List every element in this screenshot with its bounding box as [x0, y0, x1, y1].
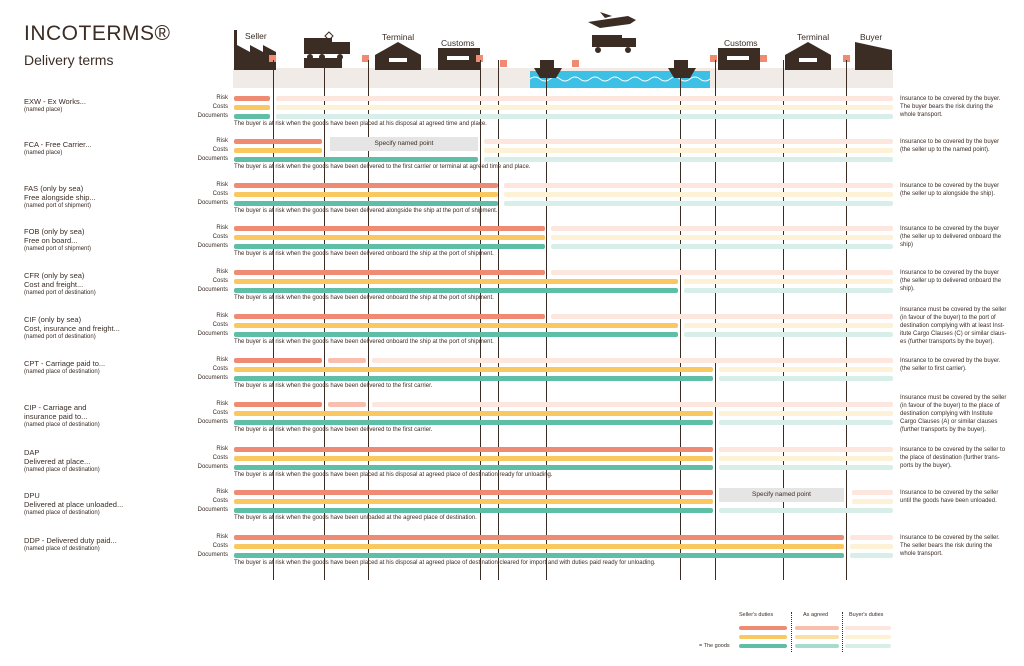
row-label-costs: Costs — [212, 234, 228, 240]
risk-description: The buyer is at risk when the goods have been delivered onboard the ship at the port of shipment. — [234, 251, 494, 257]
row-label-documents: Documents — [197, 243, 228, 249]
insurance-note — [900, 182, 1020, 198]
risk-bar — [850, 535, 893, 540]
documents-bar — [719, 508, 893, 513]
term-subtitle: Free alongside ship... — [24, 193, 96, 202]
risk-bar — [719, 447, 893, 452]
legend-seller-risk — [739, 626, 787, 630]
risk-bar — [372, 358, 893, 363]
insurance-line: Insurance must be covered by the seller — [900, 395, 1007, 401]
legend-agreed-docs — [795, 644, 839, 648]
risk-bar — [234, 314, 545, 319]
legend-divider — [791, 612, 792, 652]
term-place: (named port of destination) — [24, 290, 96, 296]
term-title: FOB (only by sea) — [24, 227, 85, 236]
insurance-note — [900, 306, 1020, 346]
warehouse-icon — [375, 42, 421, 70]
row-label-costs: Costs — [212, 498, 228, 504]
row-label-risk: Risk — [216, 182, 228, 188]
costs-bar — [504, 192, 893, 197]
risk-bar — [551, 314, 893, 319]
insurance-line: the place of destination (further trans- — [900, 455, 1000, 461]
term-subtitle: Cost and freight... — [24, 280, 84, 289]
transfer-markers — [269, 55, 850, 67]
documents-bar — [850, 553, 893, 558]
documents-bar — [234, 332, 678, 337]
insurance-line: Insurance to be covered by the buyer. — [900, 358, 1001, 364]
insurance-line: The buyer bears the risk during the — [900, 104, 994, 110]
risk-bar — [234, 535, 844, 540]
ship-icon — [668, 60, 696, 78]
risk-bar — [234, 226, 545, 231]
risk-bar — [276, 96, 893, 101]
row-label-documents: Documents — [197, 507, 228, 513]
term-name — [24, 140, 92, 158]
insurance-note — [900, 357, 1020, 373]
insurance-line: until the goods have been unloaded. — [900, 498, 997, 504]
costs-bar — [234, 279, 678, 284]
row-label-costs: Costs — [212, 322, 228, 328]
term-title: CIF (only by sea) — [24, 315, 82, 324]
row-label-documents: Documents — [197, 331, 228, 337]
insurance-line: Insurance to be covered by the seller. — [900, 535, 1000, 541]
insurance-line: The seller bears the risk during the — [900, 543, 993, 549]
insurance-line: (the seller up to the named point). — [900, 147, 990, 153]
scene-label-buyer: Buyer — [860, 32, 883, 42]
costs-bar — [484, 148, 893, 153]
legend-seller-docs — [739, 644, 787, 648]
costs-bar — [719, 411, 893, 416]
term-name — [24, 359, 105, 377]
risk-bar — [234, 270, 545, 275]
scene-label-customs: Customs — [724, 38, 758, 48]
row-label-costs: Costs — [212, 410, 228, 416]
term-title: FCA - Free Carrier... — [24, 140, 92, 149]
documents-bar — [234, 508, 713, 513]
documents-bar — [551, 244, 893, 249]
row-label-risk: Risk — [216, 138, 228, 144]
costs-bar — [551, 235, 893, 240]
term-subtitle: Delivered at place... — [24, 457, 91, 466]
costs-bar — [234, 544, 844, 549]
documents-bar — [234, 114, 270, 119]
term-subtitle: Cost, insurance and freight... — [24, 324, 120, 333]
insurance-line: (the seller up to delivered onboard the — [900, 278, 1002, 284]
risk-bar — [234, 183, 498, 188]
timeline-line — [715, 60, 716, 580]
costs-bar — [234, 323, 678, 328]
risk-description: The buyer is at risk when the goods have been delivered to the first carrier. — [234, 427, 433, 433]
costs-bar — [276, 105, 893, 110]
specify-named-point-box: Specify named point — [719, 488, 844, 502]
term-title: FAS (only by sea) — [24, 184, 84, 193]
insurance-line: Insurance to be covered by the buyer — [900, 183, 1000, 189]
insurance-line: whole transport. — [900, 551, 943, 557]
term-title: EXW - Ex Works... — [24, 97, 86, 106]
legend-buyer-costs — [845, 635, 891, 639]
row-label-risk: Risk — [216, 269, 228, 275]
legend-buyer-docs — [845, 644, 891, 648]
term-name — [24, 227, 91, 254]
legend-agreed: As agreed — [803, 612, 829, 618]
risk-bar — [328, 402, 366, 407]
insurance-note — [900, 489, 1020, 505]
scene-label-seller: Seller — [245, 31, 267, 41]
documents-bar — [234, 288, 678, 293]
truck-icon — [592, 35, 636, 53]
term-title: CIP - Carriage and — [24, 403, 87, 412]
insurance-note — [900, 138, 1020, 154]
specify-named-point-box: Specify named point — [330, 137, 478, 151]
term-place: (named port of destination) — [24, 334, 96, 340]
documents-bar — [234, 157, 478, 162]
scene-label-customs: Customs — [441, 38, 475, 48]
risk-description: The buyer is at risk when the goods have been delivered onboard the ship at the port of shipment. — [234, 339, 494, 345]
buyer-building-icon — [855, 42, 892, 70]
costs-bar — [234, 105, 270, 110]
row-label-costs: Costs — [212, 191, 228, 197]
term-name — [24, 97, 86, 115]
legend-divider — [842, 612, 843, 652]
risk-description: The buyer is at risk when the goods have been delivered to the first carrier or terminal at agreed time and place. — [234, 164, 531, 170]
term-title: CFR (only by sea) — [24, 271, 85, 280]
costs-bar — [850, 544, 893, 549]
warehouse-icon — [785, 42, 831, 70]
risk-bar — [484, 139, 893, 144]
documents-bar — [504, 201, 893, 206]
row-label-documents: Documents — [197, 156, 228, 162]
risk-bar — [852, 490, 893, 495]
documents-bar — [234, 201, 498, 206]
term-title: DDP - Delivered duty paid... — [24, 536, 117, 545]
term-name — [24, 448, 100, 475]
insurance-note — [900, 225, 1020, 249]
insurance-note — [900, 95, 1020, 119]
term-subtitle: Free on board... — [24, 236, 78, 245]
page-subtitle: Delivery terms — [24, 52, 114, 68]
row-label-risk: Risk — [216, 357, 228, 363]
risk-bar — [234, 447, 713, 452]
term-place: (named port of shipment) — [24, 246, 92, 252]
insurance-line: Insurance to be covered by the seller — [900, 490, 999, 496]
documents-bar — [684, 332, 893, 337]
truck-icon — [304, 58, 342, 68]
documents-bar — [276, 114, 893, 119]
row-label-documents: Documents — [197, 287, 228, 293]
legend-agreed-costs — [795, 635, 839, 639]
row-label-costs: Costs — [212, 278, 228, 284]
airplane-icon — [588, 12, 636, 28]
insurance-line: Insurance to be covered by the seller to — [900, 447, 1006, 453]
ship-icon — [534, 60, 562, 78]
costs-bar — [719, 456, 893, 461]
row-label-documents: Documents — [197, 419, 228, 425]
risk-description: The buyer is at risk when the goods have been placed at his disposal at agreed place of destination cleared for import and with duties paid ready for unloading. — [234, 560, 656, 566]
term-title: CPT - Carriage paid to... — [24, 359, 106, 368]
risk-description: The buyer is at risk when the goods have been unloaded at the agreed place of destination. — [234, 515, 477, 521]
insurance-line: (the seller up to delivered onboard the — [900, 234, 1002, 240]
term-place: (named port of shipment) — [24, 203, 92, 209]
risk-description: The buyer is at risk when the goods have been delivered alongside the ship at the port of shipment. — [234, 208, 498, 214]
row-label-risk: Risk — [216, 534, 228, 540]
term-place: (named place of destination) — [24, 510, 100, 516]
truck-icon — [304, 32, 350, 60]
legend-buyer-risk — [845, 626, 891, 630]
insurance-line: (the seller to first carrier). — [900, 366, 967, 372]
risk-bar — [551, 226, 893, 231]
legend-seller-costs — [739, 635, 787, 639]
term-title: DPU — [24, 491, 40, 500]
row-label-costs: Costs — [212, 147, 228, 153]
page-title: INCOTERMS® — [24, 22, 171, 45]
legend-goods: = The goods — [699, 643, 730, 649]
risk-bar — [328, 358, 366, 363]
risk-bar — [234, 96, 270, 101]
costs-bar — [234, 235, 545, 240]
legend-buyers: Buyer's duties — [849, 612, 884, 618]
documents-bar — [719, 420, 893, 425]
insurance-line: Insurance to be covered by the buyer — [900, 226, 1000, 232]
insurance-line: es (further transports by the buyer). — [900, 339, 995, 345]
legend — [699, 612, 895, 656]
term-name — [24, 271, 96, 298]
term-name — [24, 491, 123, 518]
row-label-risk: Risk — [216, 401, 228, 407]
costs-bar — [234, 499, 713, 504]
row-label-risk: Risk — [216, 95, 228, 101]
term-name — [24, 536, 117, 554]
insurance-line: Insurance to be covered by the buyer — [900, 139, 1000, 145]
documents-bar — [484, 157, 893, 162]
term-place: (named place) — [24, 107, 63, 113]
row-label-costs: Costs — [212, 543, 228, 549]
risk-bar — [234, 490, 713, 495]
costs-bar — [234, 148, 322, 153]
risk-bar — [504, 183, 893, 188]
row-label-risk: Risk — [216, 225, 228, 231]
term-subtitle: insurance paid to... — [24, 412, 88, 421]
insurance-line: (in favour of the buyer) to the place of — [900, 403, 1000, 409]
customs-building-icon — [718, 48, 760, 70]
row-label-risk: Risk — [216, 489, 228, 495]
row-label-costs: Costs — [212, 104, 228, 110]
costs-bar — [234, 367, 713, 372]
risk-bar — [372, 402, 893, 407]
customs-building-icon — [438, 48, 480, 70]
documents-bar — [719, 465, 893, 470]
costs-bar — [719, 367, 893, 372]
insurance-line: Cargo Clauses (A) or similar clauses — [900, 419, 998, 425]
costs-bar — [234, 456, 713, 461]
row-label-costs: Costs — [212, 455, 228, 461]
term-title: DAP — [24, 448, 40, 457]
insurance-line: whole transport. — [900, 112, 943, 118]
documents-bar — [684, 288, 893, 293]
costs-bar — [234, 192, 498, 197]
term-name — [24, 315, 120, 342]
row-label-documents: Documents — [197, 464, 228, 470]
risk-bar — [234, 358, 322, 363]
scene-label-terminal: Terminal — [382, 32, 415, 42]
insurance-note — [900, 534, 1020, 558]
risk-description: The buyer is at risk when the goods have been delivered onboard the ship at the port of shipment. — [234, 295, 494, 301]
row-label-documents: Documents — [197, 375, 228, 381]
insurance-line: (in favour of the buyer) to the port of — [900, 315, 996, 321]
costs-bar — [684, 323, 893, 328]
row-label-documents: Documents — [197, 113, 228, 119]
legend-sellers: Seller's duties — [739, 612, 774, 618]
timeline-line — [783, 60, 784, 580]
costs-bar — [684, 279, 893, 284]
term-place: (named place of destination) — [24, 546, 100, 552]
row-label-documents: Documents — [197, 200, 228, 206]
insurance-line: ship) — [900, 242, 914, 248]
documents-bar — [719, 376, 893, 381]
documents-bar — [234, 420, 713, 425]
term-subtitle: Delivered at place unloaded... — [24, 500, 124, 509]
insurance-line: Insurance must be covered by the seller — [900, 307, 1007, 313]
insurance-line: destination complying with Institute — [900, 411, 993, 417]
insurance-line: Insurance to be covered by the buyer — [900, 270, 1000, 276]
documents-bar — [234, 465, 713, 470]
risk-bar — [234, 402, 322, 407]
term-name — [24, 403, 100, 430]
insurance-note — [900, 269, 1020, 293]
legend-agreed-risk — [795, 626, 839, 630]
documents-bar — [234, 553, 844, 558]
term-name — [24, 184, 96, 211]
row-label-risk: Risk — [216, 446, 228, 452]
scene-label-terminal: Terminal — [797, 32, 830, 42]
risk-description: The buyer is at risk when the goods have been placed at his disposal at agreed time and place. — [234, 121, 487, 127]
term-place: (named place of destination) — [24, 369, 100, 375]
row-label-risk: Risk — [216, 313, 228, 319]
insurance-note — [900, 446, 1020, 470]
insurance-line: ship). — [900, 286, 915, 292]
risk-bar — [551, 270, 893, 275]
insurance-line: destination complying with at least Inst- — [900, 323, 1005, 329]
term-place: (named place of destination) — [24, 422, 100, 428]
insurance-note — [900, 394, 1020, 434]
timeline-line — [846, 60, 847, 580]
insurance-line: (the seller up to alongside the ship). — [900, 191, 996, 197]
insurance-line: ports by the buyer). — [900, 463, 952, 469]
row-label-costs: Costs — [212, 366, 228, 372]
transport-scene — [0, 0, 1024, 95]
risk-description: The buyer is at risk when the goods have been delivered to the first carrier. — [234, 383, 433, 389]
term-place: (named place of destination) — [24, 467, 100, 473]
documents-bar — [234, 244, 545, 249]
documents-bar — [234, 376, 713, 381]
costs-bar — [234, 411, 713, 416]
term-place: (named place) — [24, 150, 63, 156]
insurance-line: (further transports by the buyer). — [900, 427, 987, 433]
insurance-line: itute Cargo Clauses (C) or similar claus- — [900, 331, 1007, 337]
risk-bar — [234, 139, 322, 144]
insurance-line: Insurance to be covered by the buyer. — [900, 96, 1001, 102]
costs-bar — [852, 499, 893, 504]
risk-description: The buyer is at risk when the goods have been placed at his disposal at agreed place of destination ready for unloading. — [234, 472, 553, 478]
row-label-documents: Documents — [197, 552, 228, 558]
